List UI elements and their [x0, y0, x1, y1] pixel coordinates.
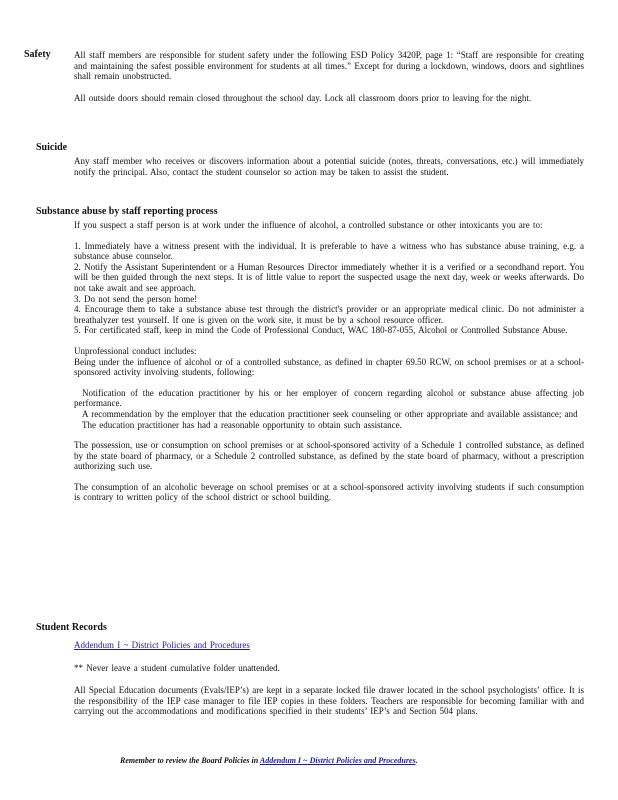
substance-intro: If you suspect a staff person is at work under the influence of alcohol, a controlled substance or other intoxicants you are to: — [74, 220, 543, 230]
safety-paragraph-2: All outside doors should remain closed throughout the school day. Lock all classroom doors prior to leaving for the night. — [74, 92, 532, 103]
student-records-heading: Student Records — [36, 622, 107, 633]
footer-addendum-link[interactable]: Addendum I ~ District Policies and Procedures — [259, 756, 416, 765]
cumulative-folder-note: ** Never leave a student cumulative folder unattended. — [74, 662, 280, 673]
student-records-section — [74, 640, 584, 717]
addendum-link[interactable]: Addendum I ~ District Policies and Procedures — [74, 640, 250, 650]
footer-text: Remember to review the Board Policies in — [120, 756, 259, 765]
unprofessional-body: Being under the influence of alcohol or of a controlled substance, as defined in chapter 69.50 RCW, on school premises or at a school-sponsored activity involving students, following: — [74, 356, 584, 378]
special-education-paragraph: All Special Education documents (Evals/IEP’s) are kept in a separate locked file drawer located in the school psychologists’ office. It is the responsibility of the IEP case manager to file IEP copies in these folders. Teachers are responsible for becoming familiar with and carrying out the accommodations and modifications specified in their students’ IEP’s and Section 504 plans. — [74, 685, 584, 717]
suicide-section — [74, 156, 584, 177]
footer-period: . — [415, 756, 418, 765]
suicide-heading: Suicide — [36, 142, 68, 153]
substance-section — [74, 220, 584, 503]
substance-item-1: 1. Immediately have a witness present with the individual. It is preferable to have a witness who has substance abuse training, e.g. a substance abuse counselor. — [74, 240, 584, 262]
safety-paragraph-1: All staff members are responsible for student safety under the following ESD Policy 3420P, page 1: “Staff are responsible for creating and maintaining the safest possible environment for students at all times.” Except for during a lockdown, windows, doors and sightlines shall remain unobstructed. — [74, 50, 584, 82]
substance-item-4: 4. Encourage them to take a substance abuse test through the district's provider or an appropriate medical clinic. Do not administer a breathalyzer test yourself. If one is given on the work site, it must be by a school resource officer. — [74, 304, 584, 325]
notification-item-2: A recommendation by the employer that the education practitioner seek counseling or other appropriate and available assistance; and — [82, 408, 578, 419]
consumption-paragraph: The consumption of an alcoholic beverage on school premises or at a school-sponsored activity involving students if such consumption is contrary to written policy of the school district or school building. — [74, 481, 584, 503]
footer-reminder — [120, 756, 500, 765]
substance-heading: Substance abuse by staff reporting process — [36, 206, 218, 217]
notification-item-3: The education practitioner has had a reasonable opportunity to obtain such assistance. — [82, 419, 402, 430]
substance-item-3: 3. Do not send the person home! — [74, 293, 198, 304]
possession-paragraph: The possession, use or consumption on school premises or at school-sponsored activity of a Schedule 1 controlled substance, as defined by the state board of pharmacy, or a Schedule 2 controlled substance, as defined by the state board of pharmacy, without a prescription authorizing such use. — [74, 440, 584, 472]
substance-item-5: 5. For certificated staff, keep in mind the Code of Professional Conduct, WAC 180-87-055, Alcohol or Controlled Substance Abuse. — [74, 325, 568, 336]
safety-heading: Safety — [24, 49, 51, 60]
substance-item-2: 2. Notify the Assistant Superintendent or a Human Resources Director immediately whether it is a verified or a secondhand report. You will be then guided through the next steps. It is of little value to report the suspected usage the next day, week or weeks afterwards. Do not take await and see approach. — [74, 261, 584, 293]
safety-section — [74, 50, 584, 103]
unprofessional-title: Unprofessional conduct includes: — [74, 345, 197, 356]
suicide-paragraph: Any staff member who receives or discovers information about a potential suicide (notes, threats, conversations, etc.) will immediately notify the principal. Also, contact the student counselor so action may be taken to assist the student. — [74, 156, 584, 177]
notification-item-1: Notification of the education practitioner by his or her employer of concern regarding alcohol or substance abuse affecting job performance. — [74, 387, 584, 409]
